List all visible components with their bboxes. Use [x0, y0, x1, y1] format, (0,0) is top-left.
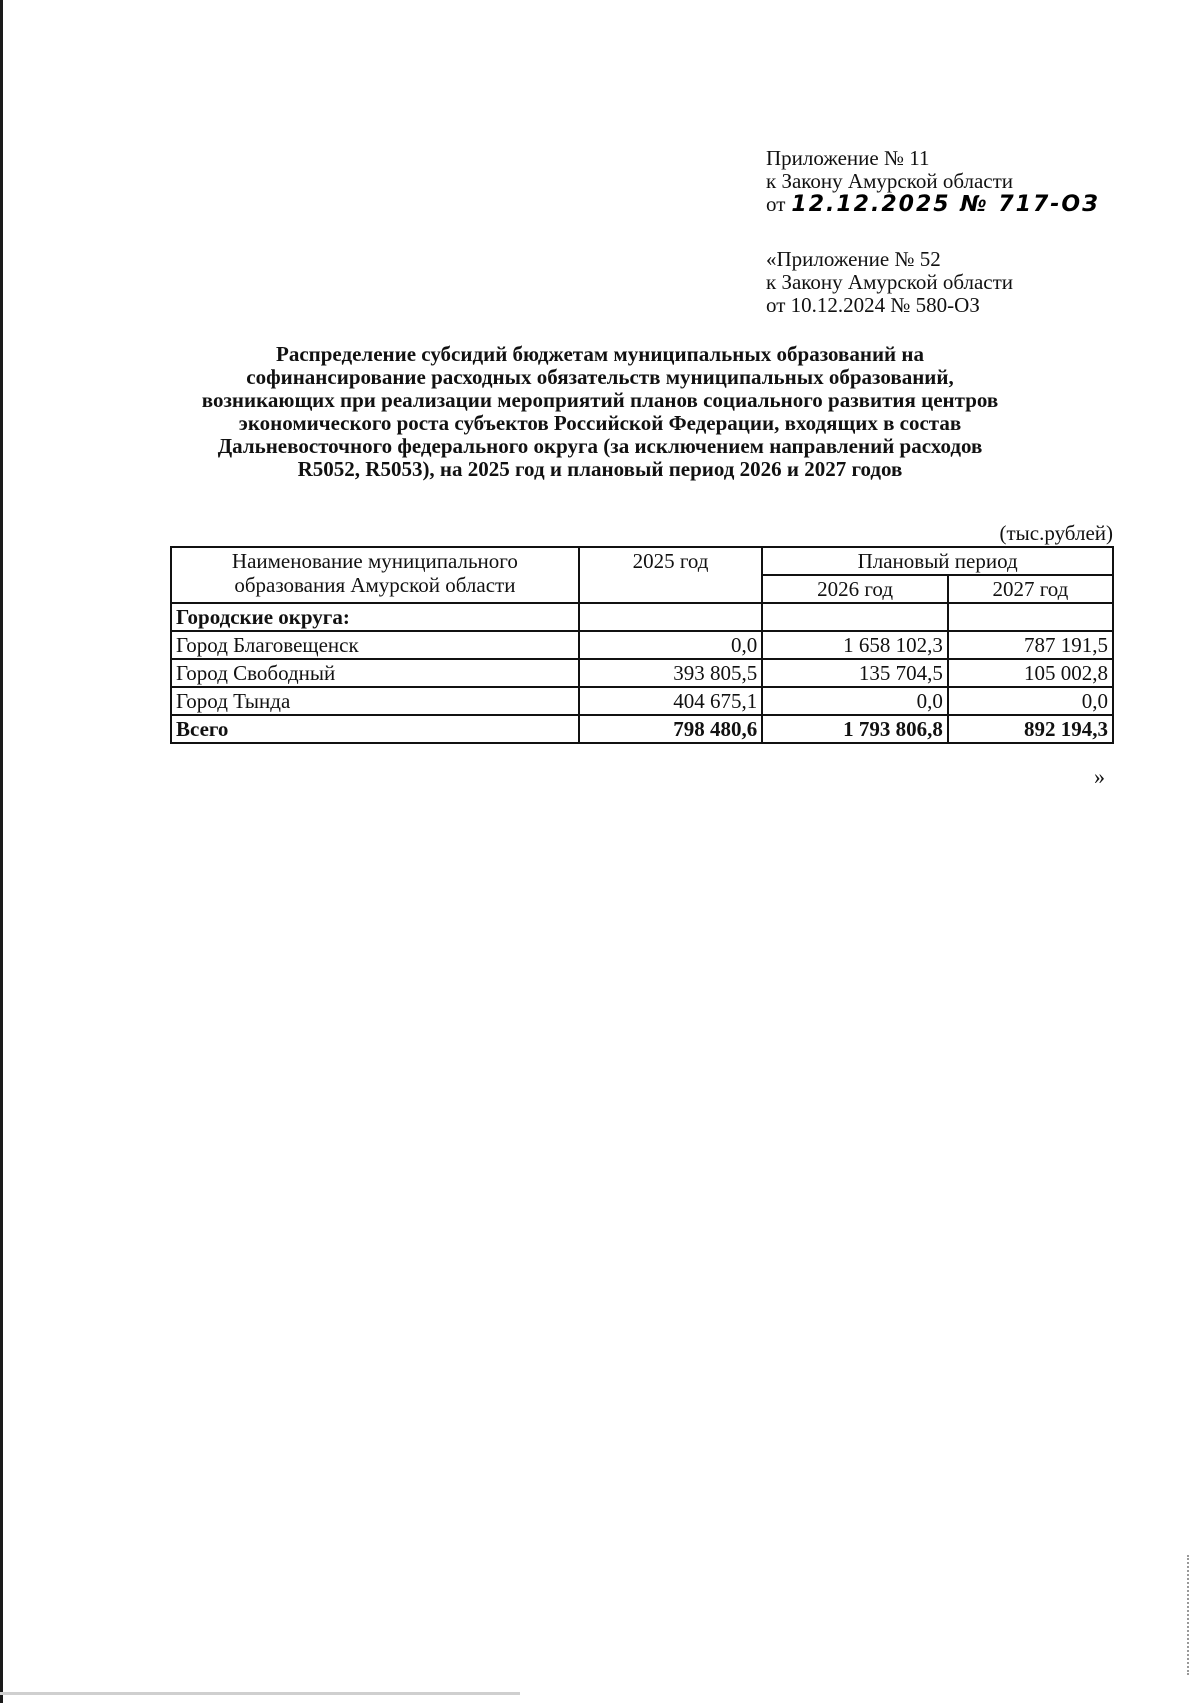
- row-value-2025: 0,0: [579, 631, 763, 659]
- total-value-2026: 1 793 806,8: [762, 715, 948, 743]
- row-value-2025: 393 805,5: [579, 659, 763, 687]
- row-name: Город Свободный: [171, 659, 579, 687]
- header-planned-period: Плановый период: [762, 547, 1113, 575]
- table-cell: [762, 603, 948, 631]
- units-label: (тыс.рублей): [999, 521, 1113, 545]
- appendix-previous-line1: «Приложение № 52: [766, 247, 941, 271]
- appendix-current-line2: к Закону Амурской области: [766, 169, 1014, 193]
- subsidy-table: [170, 546, 1114, 744]
- total-value-2027: 892 194,3: [948, 715, 1113, 743]
- title-line: Распределение субсидий бюджетам муниципальных образований на: [276, 342, 924, 366]
- section-row: [171, 603, 1113, 631]
- appendix-previous-line2: к Закону Амурской области: [766, 270, 1014, 294]
- header-2027: 2027 год: [948, 575, 1113, 603]
- row-value-2026: 1 658 102,3: [762, 631, 948, 659]
- header-name: [171, 547, 579, 603]
- header-2025: 2025 год: [579, 547, 763, 603]
- appendix-previous-line3: от 10.12.2024 № 580-ОЗ: [766, 293, 980, 317]
- table-row: [171, 659, 1113, 687]
- appendix-current: [766, 147, 1100, 216]
- scan-margin-marks: [1187, 1555, 1191, 1675]
- title-line: R5052, R5053), на 2025 год и плановый период 2026 и 2027 годов: [297, 457, 903, 481]
- appendix-previous: [766, 248, 1013, 317]
- scan-edge-bottom: [0, 1692, 520, 1695]
- appendix-current-line1: Приложение № 11: [766, 146, 930, 170]
- closing-quote: »: [1094, 764, 1105, 789]
- title-line: экономического роста субъектов Российской Федерации, входящих в состав: [238, 411, 962, 435]
- table-row: [171, 631, 1113, 659]
- header-name-line1: Наименование муниципального: [231, 549, 518, 573]
- table-row: [171, 687, 1113, 715]
- table-cell: [948, 603, 1113, 631]
- row-value-2025: 404 675,1: [579, 687, 763, 715]
- appendix-current-prefix: от: [766, 192, 786, 216]
- header-2026: 2026 год: [762, 575, 948, 603]
- total-label: Всего: [171, 715, 579, 743]
- row-value-2027: 0,0: [948, 687, 1113, 715]
- row-value-2027: 105 002,8: [948, 659, 1113, 687]
- title-line: Дальневосточного федерального округа (за исключением направлений расходов: [217, 434, 983, 458]
- row-value-2026: 0,0: [762, 687, 948, 715]
- appendix-current-line3: [766, 193, 1100, 216]
- title-line: софинансирование расходных обязательств муниципальных образований,: [246, 365, 954, 389]
- document-title: [150, 343, 1050, 481]
- section-label: Городские округа:: [171, 603, 579, 631]
- table-cell: [579, 603, 763, 631]
- table-header-row: [171, 547, 1113, 575]
- row-name: Город Тында: [171, 687, 579, 715]
- handwritten-law-number: 12.12.2025 № 717-ОЗ: [791, 192, 1100, 217]
- header-name-line2: образования Амурской области: [234, 573, 516, 597]
- title-line: возникающих при реализации мероприятий планов социального развития центров: [201, 388, 999, 412]
- total-row: [171, 715, 1113, 743]
- row-name: Город Благовещенск: [171, 631, 579, 659]
- total-value-2025: 798 480,6: [579, 715, 763, 743]
- row-value-2026: 135 704,5: [762, 659, 948, 687]
- row-value-2027: 787 191,5: [948, 631, 1113, 659]
- scan-edge: [0, 0, 3, 1703]
